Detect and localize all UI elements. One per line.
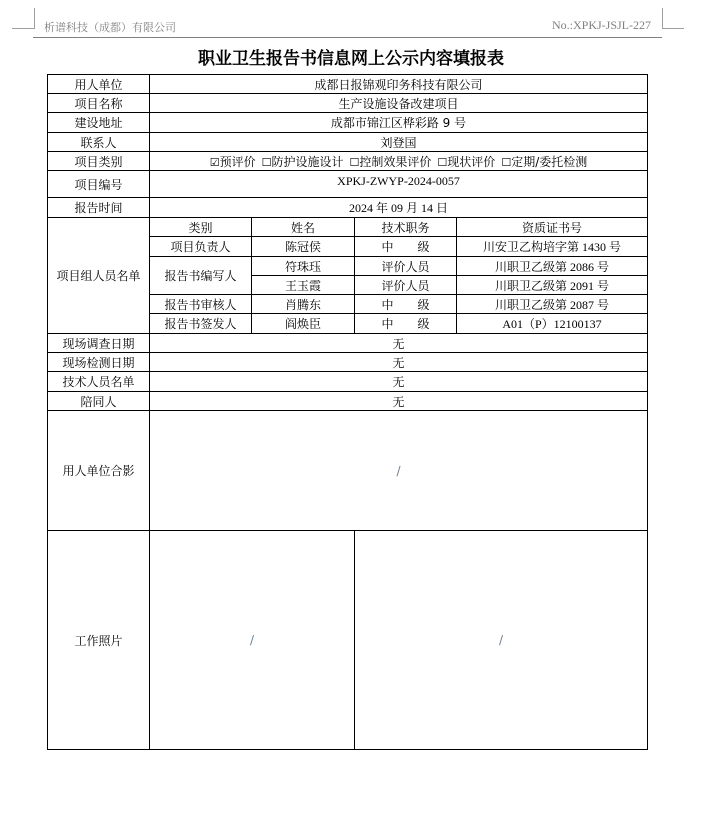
option-protection-design[interactable] [262,153,344,170]
option-label: 控制效果评价 [359,154,432,169]
member-name: 王玉霞 [284,278,321,293]
value-contact: 刘登国 [380,135,417,150]
label-contact: 联系人 [80,135,117,150]
member-title: 中 级 [381,297,430,312]
checkbox-unchecked-icon[interactable]: ☐ [501,155,512,169]
option-pre-evaluation[interactable] [210,153,256,170]
checkbox-checked-icon[interactable]: ☑ [209,155,220,169]
value-work-photo-1: / [249,633,255,647]
member-name: 符珠珏 [284,259,321,274]
value-escort: 无 [392,394,405,409]
option-label: 现状评价 [447,154,496,169]
value-project-name: 生产设施设备改建项目 [338,96,459,111]
checkbox-unchecked-icon[interactable]: ☐ [349,155,360,169]
team-role: 报告书签发人 [164,317,237,331]
value-work-photo-2: / [498,633,504,647]
team-col-header: 类别 [188,220,213,235]
value-group-photo: / [396,463,401,478]
value-address: 成都市锦江区桦彩路 9 号 [330,116,467,130]
member-name: 陈冠侯 [284,240,321,254]
label-employer: 用人单位 [74,77,123,92]
label-project-type: 项目类别 [74,154,123,169]
label-project-name: 项目名称 [74,96,123,111]
option-label: 定期/委托检测 [511,154,588,169]
option-label: 预评价 [219,154,256,169]
team-role: 报告书编写人 [164,269,237,283]
member-name: 阎焕臣 [284,317,321,331]
label-group-photo: 用人单位合影 [62,464,135,478]
header-doc-number: No.:XPKJ-JSJL-227 [551,18,651,32]
option-control-effect[interactable] [350,153,432,170]
option-periodic-test[interactable] [501,153,587,170]
label-tech-staff: 技术人员名单 [62,375,135,389]
value-tech-staff: 无 [392,375,405,389]
value-project-no: XPKJ-ZWYP-2024-0057 [337,173,460,188]
member-title: 中 级 [381,240,430,254]
label-project-no: 项目编号 [74,177,123,192]
header-company: 析谱科技（成都）有限公司 [44,21,176,34]
team-col-header: 资质证书号 [521,220,582,235]
value-employer: 成都日报锦观印务科技有限公司 [314,77,483,92]
member-title: 评价人员 [381,278,430,293]
label-team: 项目组人员名单 [56,269,141,283]
member-name: 肖腾东 [284,297,321,312]
label-test-date: 现场检测日期 [62,355,135,370]
checkbox-unchecked-icon[interactable]: ☐ [437,155,448,169]
value-report-date: 2024 年 09 月 14 日 [348,201,448,215]
checkbox-unchecked-icon[interactable]: ☐ [261,155,272,169]
option-status-evaluation[interactable] [437,153,495,170]
value-test-date: 无 [392,355,405,370]
value-survey-date: 无 [392,336,405,351]
project-type-options [150,152,647,170]
member-cert: 川职卫乙级第 2091 号 [494,278,609,293]
label-address: 建设地址 [74,116,123,130]
label-work-photos: 工作照片 [74,633,123,648]
team-col-header: 姓名 [290,220,315,235]
label-report-date: 报告时间 [74,201,123,215]
member-cert: 川安卫乙构培字第 1430 号 [482,240,621,254]
member-title: 中 级 [381,317,430,331]
label-escort: 陪同人 [80,394,117,409]
member-title: 评价人员 [381,259,430,274]
page-title: 职业卫生报告书信息网上公示内容填报表 [198,49,504,69]
option-label: 防护设施设计 [271,154,344,169]
label-survey-date: 现场调查日期 [62,336,135,351]
team-col-header: 技术职务 [381,220,430,235]
member-cert: A01（P）12100137 [502,317,602,331]
member-cert: 川职卫乙级第 2087 号 [494,297,609,312]
table-border-right [647,74,648,750]
member-cert: 川职卫乙级第 2086 号 [494,259,609,274]
team-role: 报告书审核人 [164,297,237,312]
table-border-bottom [47,749,648,750]
team-role: 项目负责人 [170,240,231,254]
